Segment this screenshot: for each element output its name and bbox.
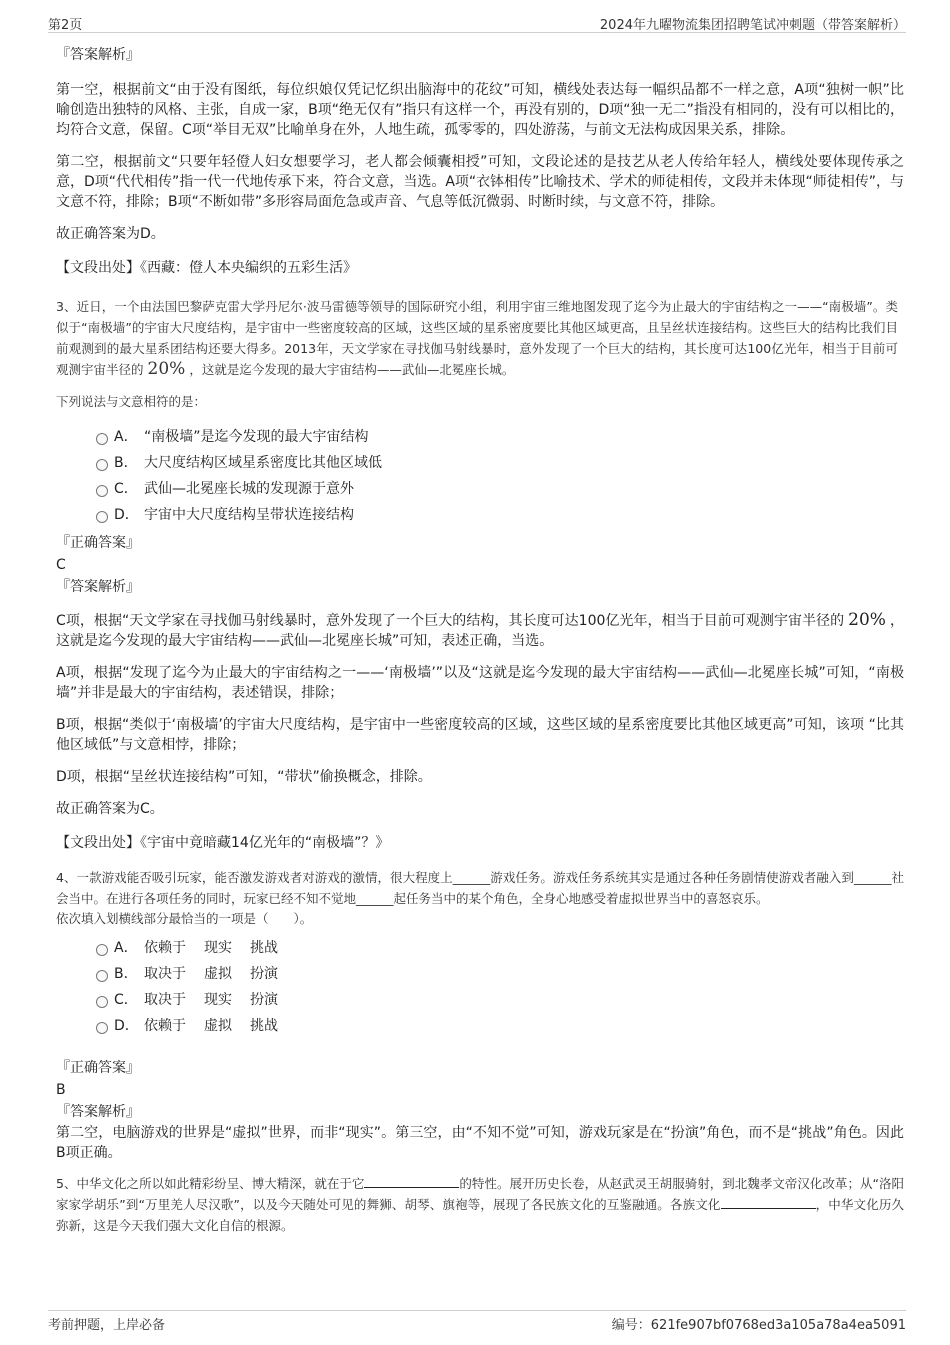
document-title: 2024年九曜物流集团招聘笔试冲刺题（带答案解析） <box>599 18 906 33</box>
q3-correct-label: 『正确答案』 <box>56 535 140 551</box>
page-footer <box>48 1310 906 1333</box>
radio-button[interactable] <box>96 996 108 1008</box>
blank-line <box>721 1194 816 1209</box>
q3-analysis-a: A项，根据“发现了迄今为止最大的宇宙结构之一——‘南极墙’”以及“这就是迄今发现的最大宇宙结构——武仙—北冕座长城”可知，“南极墙”并非是最大的宇宙结构，表述错误，排除； <box>56 665 904 701</box>
q4-option-d[interactable]: D． 依赖于 虚拟 挑战 <box>56 1013 904 1039</box>
radio-button[interactable] <box>96 433 108 445</box>
q4-correct-answer: B <box>56 1082 66 1098</box>
blank: ______ <box>853 870 892 885</box>
page-content <box>56 44 904 1236</box>
q4-prompt: 依次填入划横线部分最恰当的一项是（ ）。 <box>56 911 313 926</box>
q3-percent: 20% <box>147 359 186 379</box>
q4-analysis: 第二空，电脑游戏的世界是“虚拟”世界，而非“现实”。第三空，由“不知不觉”可知，游戏玩家是在“扮演”角色，而不是“挑战”角色。因此B项正确。 <box>56 1125 904 1161</box>
radio-button[interactable] <box>96 511 108 523</box>
blank: ______ <box>356 891 394 906</box>
q4-correct-label: 『正确答案』 <box>56 1060 140 1076</box>
q2-analysis-para-1: 第一空，根据前文“由于没有图纸，每位织娘仅凭记忆织出脑海中的花纹”可知，横线处表达每一幅织品都不一样之意，A项“独树一帜”比喻创造出独特的风格、主张，自成一家，B项“绝无仅有”指只有这样一个，再没有别的，D项“独一无二”指没有相同的，没有可以相比的，均符合文意，保留。C项“举目无双”比喻单身在外，人地生疏，孤零零的，四处游荡，与前文无法构成因果关系，排除。 <box>56 82 904 138</box>
radio-button[interactable] <box>96 1022 108 1034</box>
q4-stem: 4、一款游戏能否吸引玩家，能否激发游戏者对游戏的激情，很大程度上______游戏任务。游戏任务系统其实是通过各种任务剧情使游戏者融入到______社会当中。在进行各项任务的同时，玩家已经不知不觉地______起任务当中的某个角色，全身心地感受着虚拟世界当中的喜怒哀乐。 <box>56 870 904 906</box>
q3-option-d[interactable]: D． 宇宙中大尺度结构呈带状连接结构 <box>56 502 904 528</box>
q3-analysis-label: 『答案解析』 <box>56 579 140 595</box>
footer-slogan: 考前押题，上岸必备 <box>48 1318 166 1333</box>
q4-analysis-label: 『答案解析』 <box>56 1104 140 1120</box>
q2-conclusion: 故正确答案为D。 <box>56 226 165 242</box>
q2-source: 【文段出处】《西藏：僜人本央编织的五彩生活》 <box>56 260 357 276</box>
q3-correct-answer: C <box>56 557 66 573</box>
q3-option-a[interactable]: A． “南极墙”是迄今发现的最大宇宙结构 <box>56 424 904 450</box>
q4-option-c[interactable]: C． 取决于 现实 扮演 <box>56 987 904 1013</box>
q3-analysis-d: D项，根据“呈丝状连接结构”可知，“带状”偷换概念，排除。 <box>56 769 432 785</box>
blank-line <box>364 1173 459 1188</box>
q3-options <box>56 424 904 528</box>
blank: ______ <box>452 870 491 885</box>
page-number: 第2页 <box>48 18 83 33</box>
q2-analysis-label: 『答案解析』 <box>56 47 140 63</box>
q3-prompt: 下列说法与文意相符的是： <box>56 394 207 409</box>
radio-button[interactable] <box>96 459 108 471</box>
q5-stem: 5、中华文化之所以如此精彩纷呈、博大精深，就在于它 的特性。展开历史长卷，从赵武灵王胡服骑射，到北魏孝文帝汉化改革；从“洛阳家家学胡乐”到“万里羌人尽汉歌”，以及今天随处可见的舞狮、胡琴、旗袍等，展现了各民族文化的互鉴融通。各族文化 ，中华文化历久弥新，这是今天我们强大文化自信的根源。 <box>56 1173 904 1236</box>
q3-source: 【文段出处】《宇宙中竟暗藏14亿光年的“南极墙”？》 <box>56 835 390 851</box>
q4-option-b[interactable]: B． 取决于 虚拟 扮演 <box>56 961 904 987</box>
radio-button[interactable] <box>96 970 108 982</box>
q4-options <box>56 935 904 1039</box>
page-header <box>48 10 906 33</box>
q2-analysis-para-2: 第二空，根据前文“只要年轻僜人妇女想要学习，老人都会倾囊相授”可知，文段论述的是技艺从老人传给年轻人，横线处要体现传承之意，D项“代代相传”指一代一代地传承下来，符合文意，当选。A项“衣钵相传”比喻技术、学术的师徒相传，文段并未体现“师徒相传”，与文意不符，排除；B项“不断如带”多形容局面危急或声音、气息等低沉微弱、时断时续，与文意不符，排除。 <box>56 154 904 210</box>
q4-option-a[interactable]: A． 依赖于 现实 挑战 <box>56 935 904 961</box>
radio-button[interactable] <box>96 485 108 497</box>
q3-analysis-b: B项，根据“类似于‘南极墙’的宇宙大尺度结构，是宇宙中一些密度较高的区域，这些区域的星系密度要比其他区域更高”可知，该项 “比其他区域低”与文意相悖，排除； <box>56 717 904 753</box>
q3-analysis-percent: 20% <box>848 610 886 630</box>
footer-serial: 编号：621fe907bf0768ed3a105a78a4ea5091 <box>611 1318 906 1333</box>
q3-conclusion: 故正确答案为C。 <box>56 801 164 817</box>
q3-stem: 3、近日，一个由法国巴黎萨克雷大学丹尼尔·波马雷德等领导的国际研究小组，利用宇宙三维地图发现了迄今为止最大的宇宙结构之一——“南极墙”。类似于“南极墙”的宇宙大尺度结构，是宇宙中一些密度较高的区域，这些区域的星系密度要比其他区域更高，且呈丝状连接结构。这些巨大的结构比我们目前观测到的最大星系团结构还要大得多。2013年，天文学家在寻找伽马射线暴时，意外发现了一个巨大的结构，其长度可达100亿光年，相当于目前可观测宇宙半径的 20% ，这就是迄今发现的最大宇宙结构——武仙—北冕座长城。 <box>56 299 898 379</box>
q3-option-c[interactable]: C． 武仙—北冕座长城的发现源于意外 <box>56 476 904 502</box>
q3-option-b[interactable]: B． 大尺度结构区域星系密度比其他区域低 <box>56 450 904 476</box>
q3-analysis-c: C项，根据“天文学家在寻找伽马射线暴时，意外发现了一个巨大的结构，其长度可达100亿光年，相当于目前可观测宇宙半径的 20% ，这就是迄今发现的最大宇宙结构——武仙—北冕座长城”可知，表述正确，当选。 <box>56 610 905 649</box>
radio-button[interactable] <box>96 944 108 956</box>
